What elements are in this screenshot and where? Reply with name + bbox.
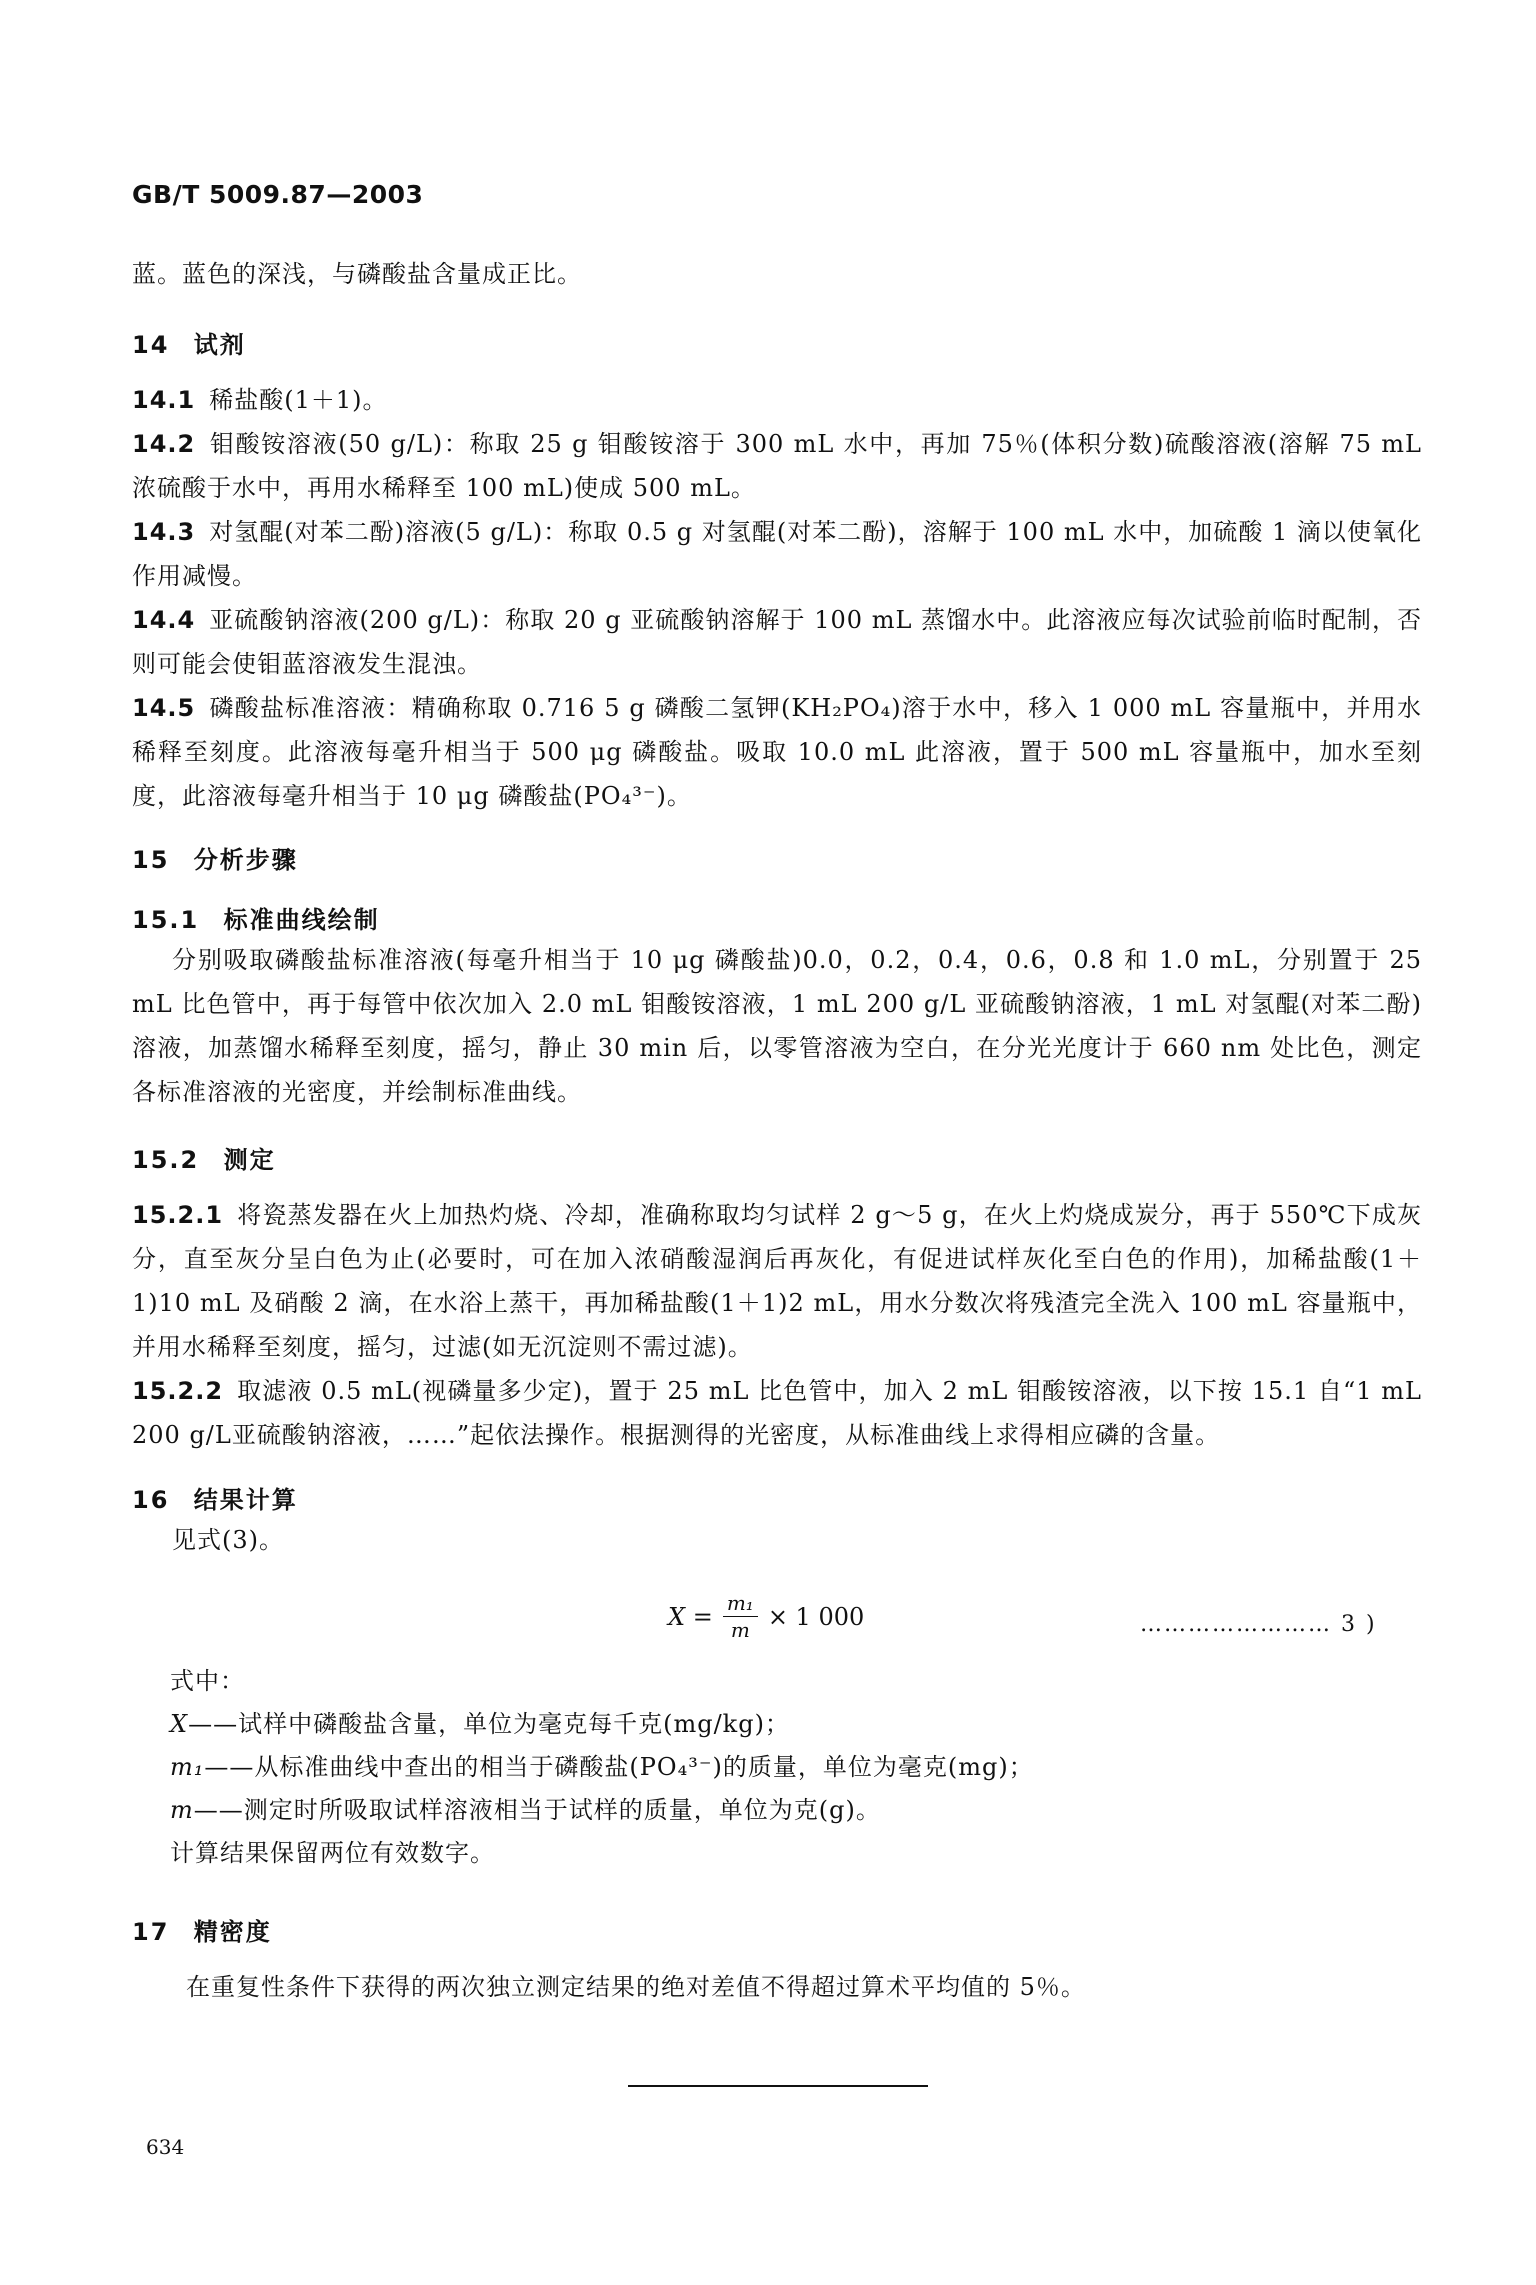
subsection-15-1-text: 分别吸取磷酸盐标准溶液(每毫升相当于 10 μg 磷酸盐)0.0，0.2，0.4，0.6，0.8 和 1.0 mL，分别置于 25 mL 比色管中，再于每管中依次加入 2.0 mL 钼酸铵溶液，1 mL 200 g/L 亚硫酸钠溶液，1 mL 对氢醌(对苯二酚)溶液，加蒸馏水稀释至刻度，摇匀，静止 30 min 后，以零管溶液为空白，在分光光度计于 660 nm 处比色，测定各标准溶液的光密度，并绘制标准曲线。 [132,946,1422,1106]
item-15-2-1: 15.2.1 将瓷蒸发器在火上加热灼烧、冷却，准确称取均匀试样 2 g～5 g，在火上灼烧成炭分，再于 550℃下成灰分，直至灰分呈白色为止(必要时，可在加入浓硝酸湿润后再灰化，有促进试样灰化至白色的作用)，加稀盐酸(1＋1)10 mL 及硝酸 2 滴，在水浴上蒸干，再加稀盐酸(1＋1)2 mL，用水分数次将残渣完全洗入 100 mL 容量瓶中，并用水稀释至刻度，摇匀，过滤(如无沉淀则不需过滤)。 [132,1201,1422,1361]
def-m1: m₁——从标准曲线中查出的相当于磷酸盐(PO₄³⁻)的质量，单位为毫克(mg)； [170,1753,1034,1781]
item-14-1: 14.1 稀盐酸(1＋1)。 [132,386,388,414]
page-number: 634 [146,2135,185,2159]
intro-line: 蓝。蓝色的深浅，与磷酸盐含量成正比。 [132,260,582,288]
formula-rhs: × 1 000 [767,1602,865,1631]
see-formula: 见式(3)。 [172,1526,284,1554]
formula-where: 式中： [170,1667,245,1695]
section-number: 14 [132,331,170,359]
formula-3 [668,1590,864,1643]
formula-fraction [723,1590,758,1643]
def-X: X——试样中磷酸盐含量，单位为毫克每千克(mg/kg)； [170,1710,790,1738]
section-16-heading: 16 结果计算 [132,1486,298,1514]
item-14-4: 14.4 亚硫酸钠溶液(200 g/L)：称取 20 g 亚硫酸钠溶解于 100 mL 蒸馏水中。此溶液应每次试验前临时配制，否则可能会使钼蓝溶液发生混浊。 [132,606,1422,678]
item-14-5: 14.5 磷酸盐标准溶液：精确称取 0.716 5 g 磷酸二氢钾(KH₂PO₄)溶于水中，移入 1 000 mL 容量瓶中，并用水稀释至刻度。此溶液每毫升相当于 500 μg 磷酸盐。吸取 10.0 mL 此溶液，置于 500 mL 容量瓶中，加水至刻度，此溶液每毫升相当于 10 μg 磷酸盐(PO₄³⁻)。 [132,694,1422,810]
section-15-heading: 15 分析步骤 [132,846,298,874]
section-17-heading: 17 精密度 [132,1918,272,1946]
subsection-15-1-heading: 15.1 标准曲线绘制 [132,906,380,934]
formula-lhs: X = [668,1602,713,1631]
subsection-15-2-heading: 15.2 测定 [132,1146,276,1174]
section-14-heading [132,325,246,360]
end-rule [628,2085,928,2087]
item-15-2-2: 15.2.2 取滤液 0.5 mL(视磷量多少定)，置于 25 mL 比色管中，加入 2 mL 钼酸铵溶液，以下按 15.1 自“1 mL 200 g/L亚硫酸钠溶液，……”起依法操作。根据测得的光密度，从标准曲线上求得相应磷的含量。 [132,1377,1422,1449]
standard-code: GB/T 5009.87—2003 [132,180,424,209]
item-14-2: 14.2 钼酸铵溶液(50 g/L)：称取 25 g 钼酸铵溶于 300 mL 水中，再加 75％(体积分数)硫酸溶液(溶解 75 mL 浓硫酸于水中，再用水稀释至 100 mL)使成 500 mL。 [132,430,1422,502]
formula-numerator: m₁ [723,1590,758,1617]
precision-text: 在重复性条件下获得的两次独立测定结果的绝对差值不得超过算术平均值的 5％。 [186,1973,1086,2001]
equation-number: …………………… 3 ) [1140,1612,1377,1637]
formula-denominator: m [730,1618,750,1642]
def-m: m——测定时所吸取试样溶液相当于试样的质量，单位为克(g)。 [170,1796,881,1824]
result-note: 计算结果保留两位有效数字。 [170,1839,495,1867]
section-title: 试剂 [193,331,246,359]
item-14-3: 14.3 对氢醌(对苯二酚)溶液(5 g/L)：称取 0.5 g 对氢醌(对苯二酚)，溶解于 100 mL 水中，加硫酸 1 滴以使氧化作用减慢。 [132,518,1422,590]
